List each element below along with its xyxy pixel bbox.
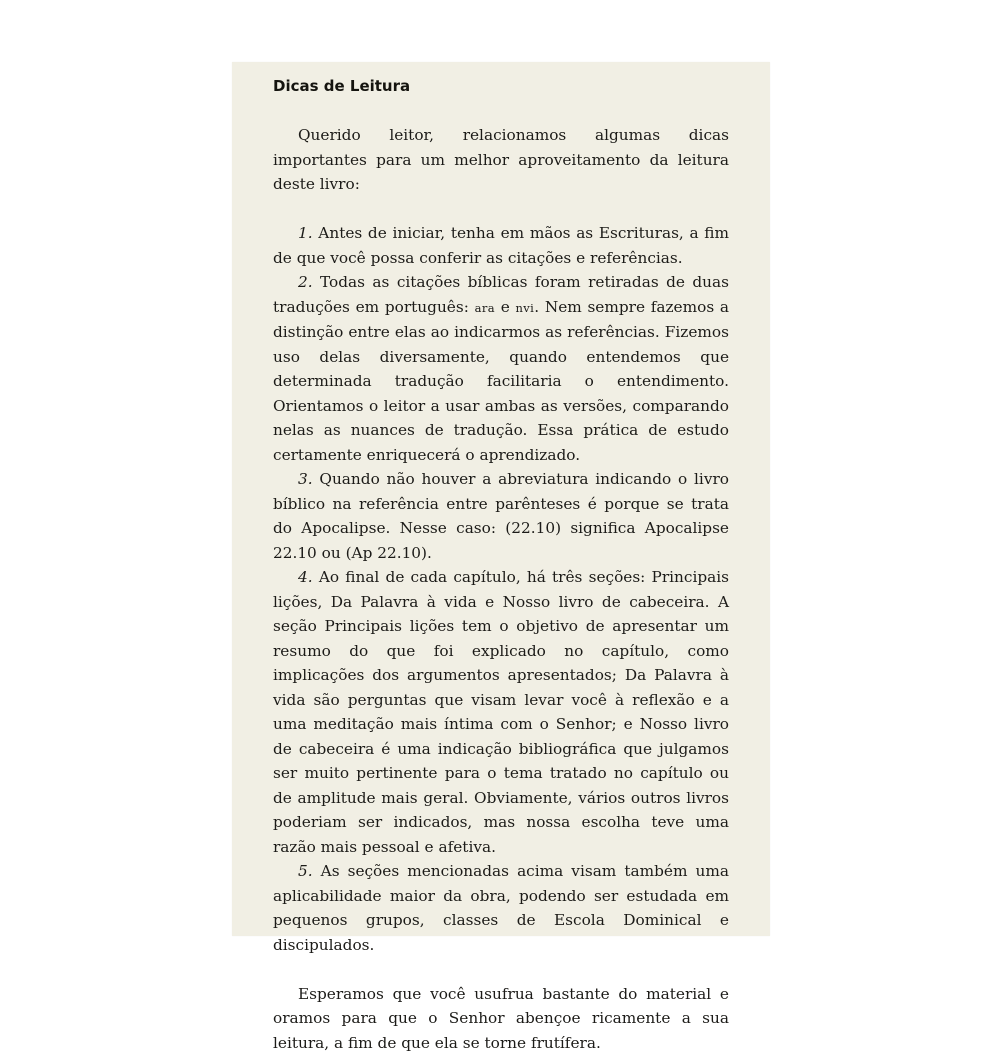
- tip-1-number: 1.: [298, 224, 313, 242]
- tip-5: [273, 859, 729, 957]
- tip-3-text: Quando não houver a abreviatura indicando o livro bíblico na referência entre parênteses é porque se trata do Apocalipse. Nesse caso: (22.10) significa Apocalipse 22.10 ou (Ap 22.10).: [273, 470, 729, 562]
- intro-paragraph: Querido leitor, relacionamos algumas dicas importantes para um melhor aproveitamento da leitura deste livro:: [273, 123, 729, 197]
- tip-2-text-b: . Nem sempre fazemos a distinção entre elas ao indicarmos as referências. Fizemos uso delas diversamente, quando entendemos que determinada tradução facilitaria o entendimento. Orientamos o leitor a usar ambas as versões, comparando nelas as nuances de tradução. Essa prática de estudo certamente enriquecerá o aprendizado.: [273, 298, 729, 464]
- page-heading: Dicas de Leitura: [273, 74, 729, 99]
- tip-4-text: Ao final de cada capítulo, há três seções: Principais lições, Da Palavra à vida e Nosso livro de cabeceira. A seção Principais lições tem o objetivo de apresentar um resumo do que foi explicado no capítulo, como implicações dos argumentos apresentados; Da Palavra à vida são perguntas que visam levar você à reflexão e a uma meditação mais íntima com o Senhor; e Nosso livro de cabeceira é uma indicação bibliográfica que julgamos ser muito pertinente para o tema tratado no capítulo ou de amplitude mais geral. Obviamente, vários outros livros poderiam ser indicados, mas nossa escolha teve uma razão mais pessoal e afetiva.: [273, 568, 729, 856]
- book-page: [232, 62, 770, 936]
- page-text-block: [273, 74, 729, 1055]
- tip-1: [273, 221, 729, 270]
- tip-2-conj: e: [501, 298, 510, 316]
- tip-2-abbr-nvi: nvi: [515, 301, 534, 315]
- tip-2-number: 2.: [298, 273, 313, 291]
- paragraph-gap: [273, 957, 729, 982]
- paragraph-gap: [273, 197, 729, 222]
- tip-5-number: 5.: [298, 862, 313, 880]
- tip-3-number: 3.: [298, 470, 313, 488]
- tip-4: [273, 565, 729, 859]
- tip-2: [273, 270, 729, 467]
- tip-3: [273, 467, 729, 565]
- tip-5-text: As seções mencionadas acima visam também uma aplicabilidade maior da obra, podendo ser estudada em pequenos grupos, classes de Escola Dominical e discipulados.: [273, 862, 729, 954]
- tip-1-text: Antes de iniciar, tenha em mãos as Escrituras, a fim de que você possa conferir as citações e referências.: [273, 224, 729, 267]
- tip-2-abbr-ara: ara: [475, 301, 495, 315]
- closing-paragraph: Esperamos que você usufrua bastante do material e oramos para que o Senhor abençoe ricamente a sua leitura, a fim de que ela se torne frutífera.: [273, 982, 729, 1055]
- tip-2-text-a: Todas as citações bíblicas foram retiradas de duas traduções em português:: [273, 273, 729, 316]
- tip-4-number: 4.: [298, 568, 313, 586]
